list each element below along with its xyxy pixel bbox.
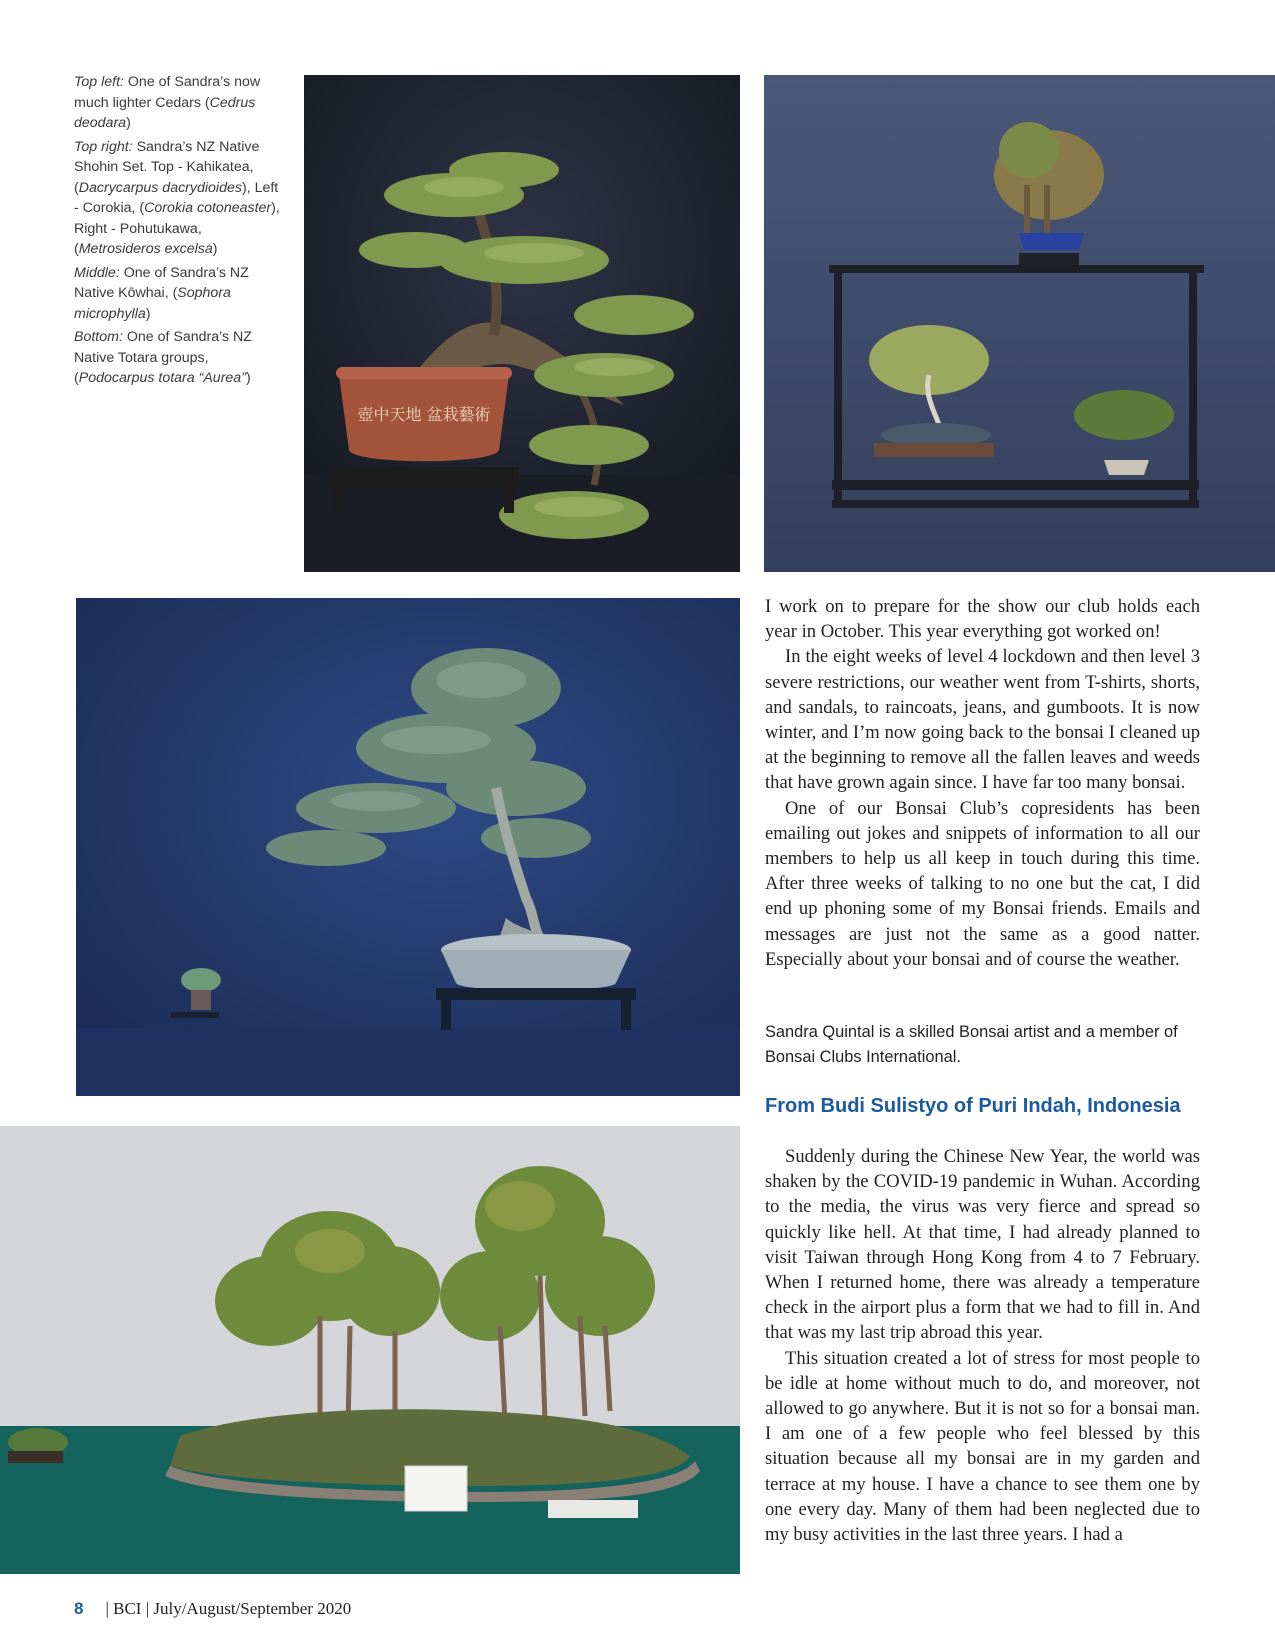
article-column-top — [765, 594, 1200, 972]
paragraph: Suddenly during the Chinese New Year, the world was shaken by the COVID-19 pandemic in Wuhan. According to the media, the virus was very fierce and spread so quickly like hell. At that time, I had already planned to visit Taiwan through Hong Kong from 4 to 7 February. When I returned home, there was already a temperature check in the airport plus a form that we had to fill in. And that was my last trip abroad this year. — [765, 1146, 1200, 1344]
paragraph: One of our Bonsai Club’s copresidents has been emailing out jokes and snippets of information to all our members to help us all keep in touch during this time. After three weeks of talking to no one but the cat, I did end up phoning some of my Bonsai friends. Emails and messages are just not the same as a good natter. Especially about your bonsai and of course the weather. — [765, 797, 1200, 970]
caption-top-left: Top left: One of Sandra’s now much lighter Cedars (Cedrus deodara) — [74, 74, 261, 131]
photo-cedar-bonsai — [304, 75, 740, 572]
page-number: 8 — [74, 1599, 84, 1618]
page-footer — [74, 1599, 351, 1619]
paragraph: This situation created a lot of stress for most people to be idle at home without much to do, and moreover, not allowed to go anywhere. But it is not so for a bonsai man. I am one of a few people who feel blessed by this situation because all my bonsai are in my garden and terrace at my house. I have a chance to see them one by one every day. Many of them had been neglected due to my busy activities in the last three years. I had a — [765, 1347, 1200, 1546]
photo-shohin-set — [764, 75, 1275, 572]
caption-top-right: Top right: Sandra’s NZ Native Shohin Set. Top - Kahikatea, (Dacrycarpus dacrydioides), Left - Corokia, (Corokia cotoneaster), Right - Pohutukawa, (Metrosideros excelsa) — [74, 138, 280, 257]
caption-middle: Middle: One of Sandra’s NZ Native Kōwhai, (Sophora microphylla) — [74, 264, 249, 322]
author-bio: Sandra Quintal is a skilled Bonsai artist and a member of Bonsai Clubs International. — [765, 1023, 1178, 1066]
paragraph: I work on to prepare for the show our club holds each year in October. This year everything got worked on! — [765, 596, 1200, 643]
pot-inscription: 壺中天地 盆栽藝術 — [357, 405, 491, 424]
paragraph: In the eight weeks of level 4 lockdown and then level 3 severe restrictions, our weather went from T-shirts, shorts, and sandals, to raincoats, jeans, and gumboots. It is now winter, and I’m now going back to the bonsai I cleaned up at the beginning to remove all the fallen leaves and weeds that have grown again since. I have far too many bonsai. — [765, 646, 1200, 794]
section-heading: From Budi Sulistyo of Puri Indah, Indonesia — [765, 1095, 1181, 1117]
photo-totara-group — [0, 1126, 740, 1574]
photo-captions — [74, 72, 286, 392]
article-column-bottom — [765, 1144, 1200, 1547]
publication-info: | BCI | July/August/September 2020 — [105, 1599, 352, 1618]
caption-bottom: Bottom: One of Sandra’s NZ Native Totara groups, (Podocarpus totara “Aurea”) — [74, 329, 252, 386]
photo-kowhai-bonsai — [76, 598, 740, 1096]
